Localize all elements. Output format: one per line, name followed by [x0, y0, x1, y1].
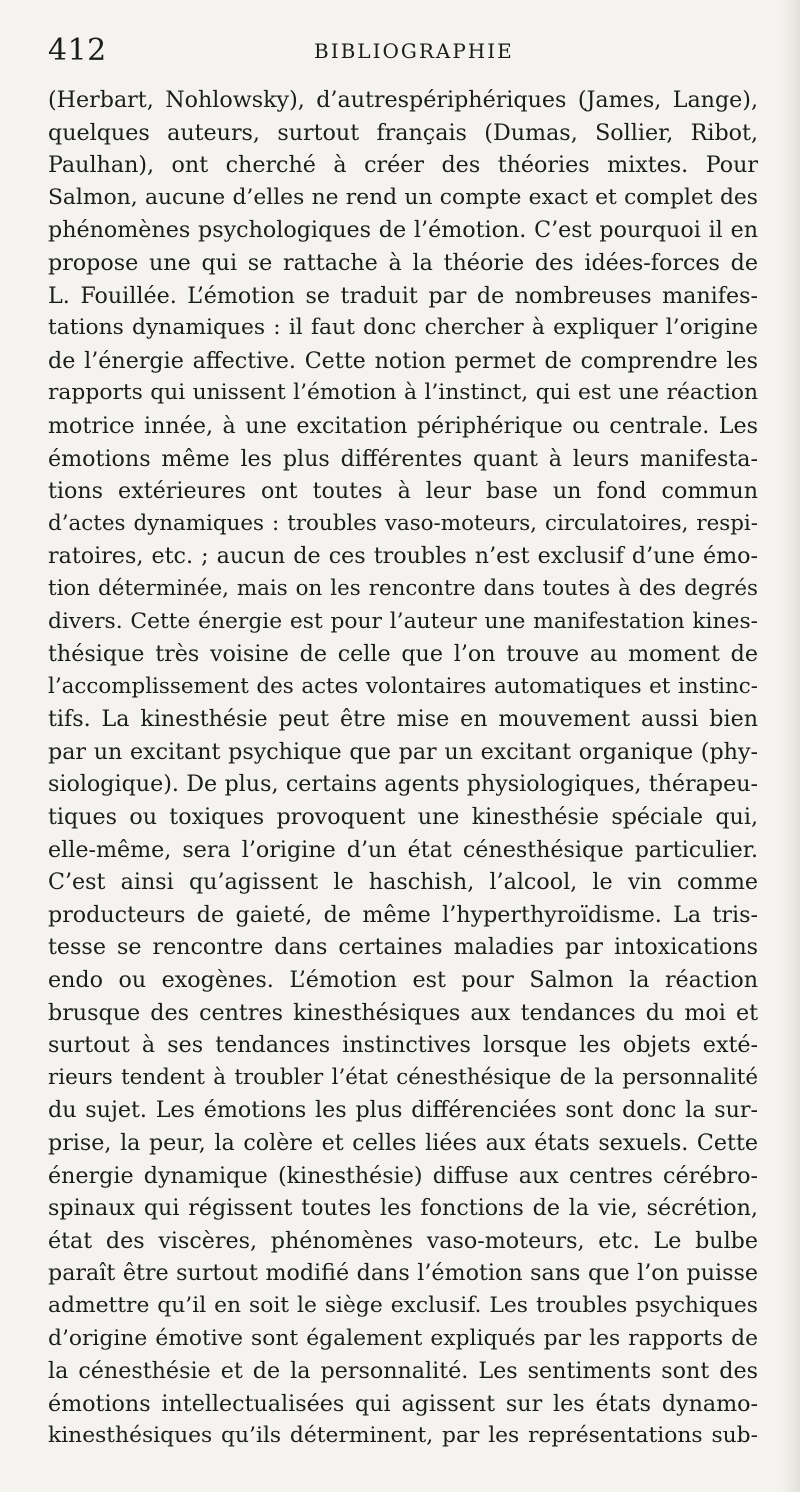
text-line: du sujet. Les émotions les plus différenciées sont donc la sur-	[48, 1097, 758, 1124]
text-line: tiques ou toxiques provoquent une kinesthésie spéciale qui,	[48, 804, 758, 831]
text-line: spinaux qui régissent toutes les fonctions de la vie, sécrétion,	[48, 1195, 758, 1222]
text-line: thésique très voisine de celle que l’on trouve au moment de	[48, 641, 758, 668]
text-line: divers. Cette énergie est pour l’auteur une manifestation kines-	[48, 608, 758, 634]
text-line: quelques auteurs, surtout français (Dumas, Sollier, Ribot,	[48, 119, 758, 146]
text-line: tion déterminée, mais on les rencontre dans toutes à des degrés	[48, 575, 758, 601]
page-number: 412	[48, 33, 107, 68]
text-line: par un excitant psychique que par un excitant organique (phy-	[48, 738, 758, 765]
text-line: elle-même, sera l’origine d’un état cénesthésique particulier.	[48, 836, 758, 863]
text-line: ratoires, etc. ; aucun de ces troubles n’est exclusif d’une émo-	[48, 543, 758, 570]
text-line: L. Fouillée. L’émotion se traduit par de nombreuses manifes-	[48, 282, 758, 309]
text-line: de l’énergie affective. Cette notion permet de comprendre les	[48, 347, 758, 374]
text-line: Paulhan), ont cherché à créer des théories mixtes. Pour	[48, 152, 758, 179]
text-line: tions extérieures ont toutes à leur base un fond commun	[48, 478, 758, 505]
text-line: émotions intellectualisées qui agissent sur les états dynamo-	[48, 1390, 758, 1417]
text-line: tations dynamiques : il faut donc chercher à expliquer l’origine	[48, 315, 758, 341]
text-line: siologique). De plus, certains agents physiologiques, thérapeu-	[48, 771, 758, 798]
text-line: brusque des centres kinesthésiques aux tendances du moi et	[48, 999, 758, 1026]
paper-edge-shadow	[782, 0, 800, 1492]
text-line: énergie dynamique (kinesthésie) diffuse aux centres cérébro-	[48, 1162, 758, 1189]
text-line: tesse se rencontre dans certaines maladies par intoxications	[48, 934, 758, 961]
body-text	[48, 84, 758, 1453]
text-line: la cénesthésie et de la personnalité. Les sentiments sont des	[48, 1358, 758, 1385]
running-title: BIBLIOGRAPHIE	[314, 39, 514, 63]
text-line: kinesthésiques qu’ils déterminent, par les représentations sub-	[48, 1423, 758, 1449]
text-line: rieurs tendent à troubler l’état cénesthésique de la personnalité	[48, 1064, 758, 1090]
text-line: d’origine émotive sont également expliqués par les rapports de	[48, 1325, 758, 1351]
text-line: émotions même les plus différentes quant à leurs manifesta-	[48, 445, 758, 472]
text-line: tifs. La kinesthésie peut être mise en mouvement aussi bien	[48, 706, 758, 733]
text-line: C’est ainsi qu’agissent le haschish, l’alcool, le vin comme	[48, 869, 758, 896]
running-head	[48, 34, 752, 68]
text-line: d’actes dynamiques : troubles vaso-moteurs, circulatoires, respi-	[48, 510, 758, 536]
text-line: prise, la peur, la colère et celles liées aux états sexuels. Cette	[48, 1130, 758, 1156]
text-line: rapports qui unissent l’émotion à l’instinct, qui est une réaction	[48, 380, 758, 406]
text-line: producteurs de gaieté, de même l’hyperthyroïdisme. La tris-	[48, 901, 758, 928]
text-line: endo ou exogènes. L’émotion est pour Salmon la réaction	[48, 967, 758, 994]
text-line: paraît être surtout modifié dans l’émotion sans que l’on puisse	[48, 1260, 758, 1287]
text-line: (Herbart, Nohlowsky), d’autrespériphériques (James, Lange),	[48, 87, 758, 113]
text-line: propose une qui se rattache à la théorie des idées-forces de	[48, 249, 758, 276]
text-line: surtout à ses tendances instinctives lorsque les objets exté-	[48, 1032, 758, 1059]
text-line: admettre qu’il en soit le siège exclusif. Les troubles psychiques	[48, 1292, 758, 1318]
text-line: Salmon, aucune d’elles ne rend un compte exact et complet des	[48, 184, 758, 210]
text-line: phénomènes psychologiques de l’émotion. C’est pourquoi il en	[48, 217, 758, 244]
text-line: motrice innée, à une excitation périphérique ou centrale. Les	[48, 412, 758, 439]
text-line: l’accomplissement des actes volontaires automatiques et instinc-	[48, 673, 758, 699]
text-line: état des viscères, phénomènes vaso-moteurs, etc. Le bulbe	[48, 1227, 758, 1254]
